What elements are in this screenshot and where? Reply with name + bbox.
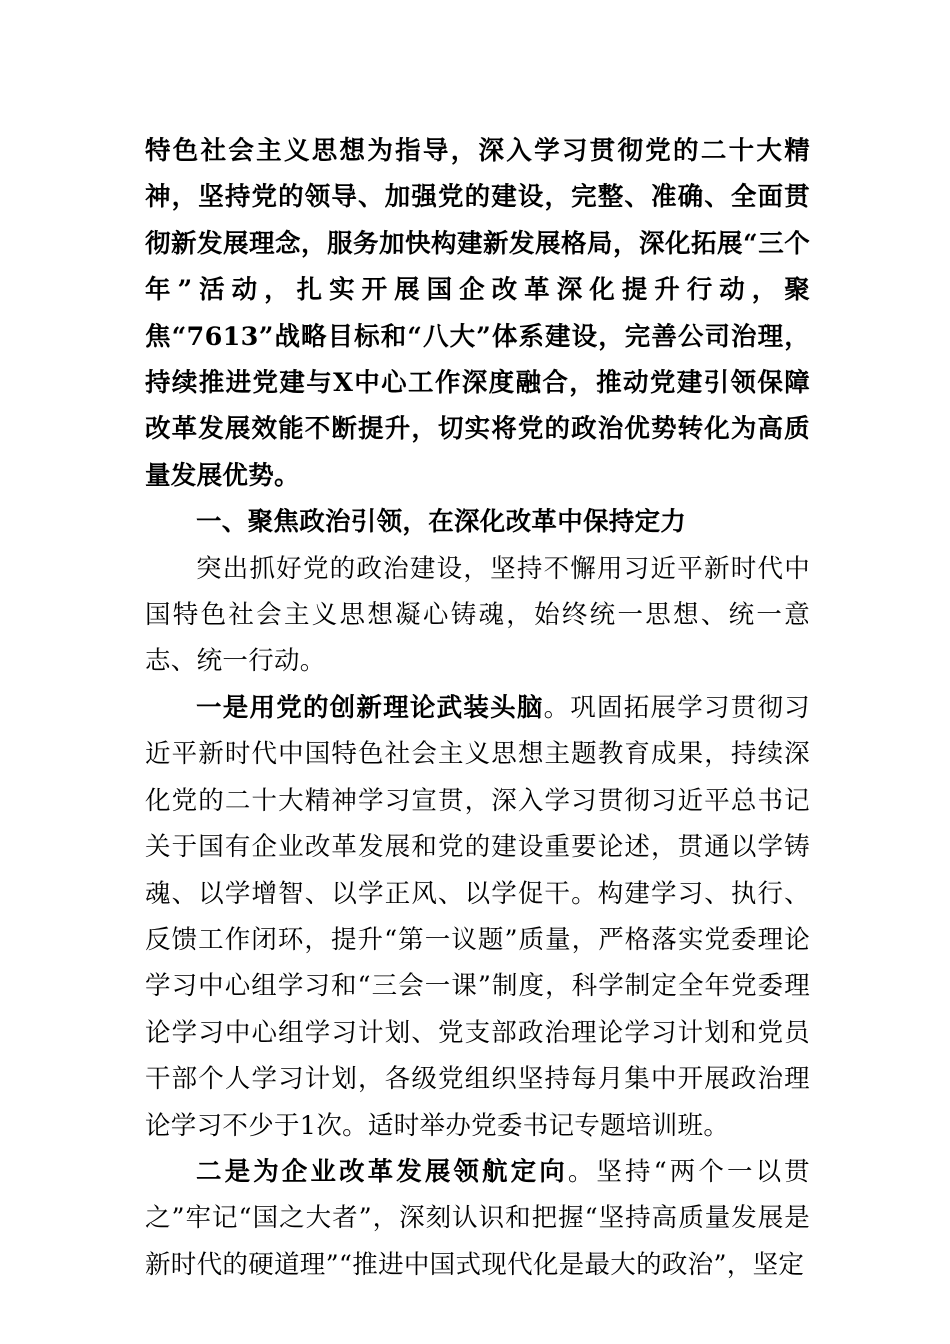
- point-one-paragraph: [145, 685, 810, 1149]
- point-two-lead: 二是为企业改革发展领航定向: [196, 1156, 568, 1187]
- point-two-body: 。坚持“两个一以贯之”牢记“国之大者”，深刻认识和把握“坚持高质量发展是新时代的硬道理”“推进中国式现代化是最大的政治”，坚定: [145, 1156, 810, 1280]
- intro-paragraph: 特色社会主义思想为指导，深入学习贯彻党的二十大精神，坚持党的领导、加强党的建设，完整、准确、全面贯彻新发展理念，服务加快构建新发展格局，深化拓展“三个年”活动，扎实开展国企改革深化提升行动，聚焦“7613”战略目标和“八大”体系建设，完善公司治理，持续推进党建与X中心工作深度融合，推动党建引领保障改革发展效能不断提升，切实将党的政治优势转化为高质量发展优势。: [145, 136, 810, 491]
- point-two-paragraph: [145, 1149, 810, 1288]
- section-intro-paragraph: 突出抓好党的政治建设，坚持不懈用习近平新时代中国特色社会主义思想凝心铸魂，始终统一思想、统一意志、统一行动。: [145, 553, 810, 677]
- section-heading: 一、聚焦政治引领，在深化改革中保持定力: [196, 507, 687, 538]
- point-one-body: 。巩固拓展学习贯彻习近平新时代中国特色社会主义思想主题教育成果，持续深化党的二十大精神学习宣贯，深入学习贯彻习近平总书记关于国有企业改革发展和党的建设重要论述，贯通以学铸魂、以学增智、以学正风、以学促干。构建学习、执行、反馈工作闭环，提升“第一议题”质量，严格落实党委理论学习中心组学习和“三会一课”制度，科学制定全年党委理论学习中心组学习计划、党支部政治理论学习计划和党员干部个人学习计划，各级党组织坚持每月集中开展政治理论学习不少于1次。适时举办党委书记专题培训班。: [145, 692, 810, 1141]
- point-one-lead: 一是用党的创新理论武装头脑: [196, 692, 544, 723]
- document-body: [145, 128, 810, 1288]
